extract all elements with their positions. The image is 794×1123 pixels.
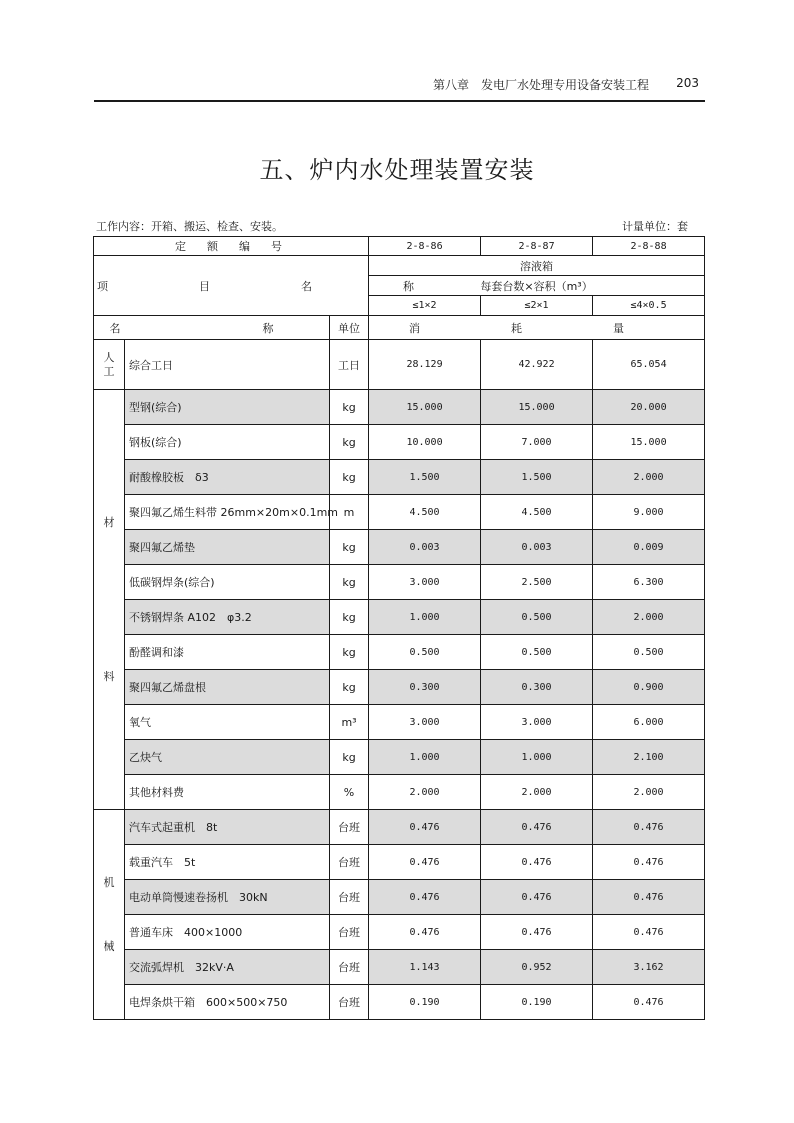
row-unit: kg [330, 460, 369, 495]
quota-code-label: 定 额 编 号 [94, 237, 369, 256]
row-unit: kg [330, 425, 369, 460]
row-value: 0.300 [369, 670, 481, 705]
row-value: 0.003 [481, 530, 593, 565]
table-row [94, 340, 705, 390]
spec: ≤1×2 [369, 296, 481, 316]
row-value: 2.100 [593, 740, 705, 775]
row-unit: m³ [330, 705, 369, 740]
row-value: 15.000 [369, 390, 481, 425]
row-unit: 台班 [330, 845, 369, 880]
row-value: 65.054 [593, 340, 705, 390]
row-value: 4.500 [481, 495, 593, 530]
row-value: 0.900 [593, 670, 705, 705]
row-name: 聚四氟乙烯盘根 [125, 670, 330, 705]
section-title: 五、炉内水处理装置安装 [259, 156, 535, 184]
row-value: 0.500 [593, 635, 705, 670]
row-name: 聚四氟乙烯生料带 26mm×20m×0.1mm [125, 495, 330, 530]
row-value: 2.000 [593, 600, 705, 635]
table-row [94, 600, 705, 635]
table-row [94, 390, 705, 425]
row-value: 10.000 [369, 425, 481, 460]
quota-table [93, 236, 705, 1020]
running-header [94, 74, 705, 102]
row-value: 0.476 [369, 810, 481, 845]
row-value: 0.476 [593, 915, 705, 950]
row-value: 0.476 [369, 845, 481, 880]
row-value: 1.500 [481, 460, 593, 495]
name-column-header: 名 称 [94, 316, 330, 340]
sub-title: 溶液箱 [369, 256, 705, 276]
table-row [94, 740, 705, 775]
row-value: 0.476 [481, 880, 593, 915]
subtitle-row [94, 256, 705, 276]
row-value: 6.000 [593, 705, 705, 740]
row-value: 0.500 [481, 600, 593, 635]
row-unit: 台班 [330, 950, 369, 985]
row-value: 0.300 [481, 670, 593, 705]
category-char: 械 [103, 939, 115, 953]
unit-note: 计量单位：套 [622, 220, 688, 233]
row-value: 0.190 [481, 985, 593, 1020]
row-value: 0.476 [369, 880, 481, 915]
row-value: 0.500 [369, 635, 481, 670]
table-row [94, 530, 705, 565]
row-name: 电动单筒慢速卷扬机 30kN [125, 880, 330, 915]
table-row [94, 985, 705, 1020]
table-row [94, 915, 705, 950]
row-unit: kg [330, 600, 369, 635]
row-name: 氧气 [125, 705, 330, 740]
row-value: 0.952 [481, 950, 593, 985]
category-label [94, 390, 125, 810]
row-value: 2.500 [481, 565, 593, 600]
row-value: 3.000 [369, 565, 481, 600]
row-value: 1.000 [481, 740, 593, 775]
row-value: 1.000 [369, 740, 481, 775]
row-value: 3.162 [593, 950, 705, 985]
row-name: 耐酸橡胶板 δ3 [125, 460, 330, 495]
row-value: 28.129 [369, 340, 481, 390]
row-value: 9.000 [593, 495, 705, 530]
table-row [94, 635, 705, 670]
column-header-row [94, 316, 705, 340]
row-value: 1.500 [369, 460, 481, 495]
quota-code-row [94, 237, 705, 256]
row-name: 普通车床 400×1000 [125, 915, 330, 950]
row-value: 0.476 [593, 810, 705, 845]
table-row [94, 425, 705, 460]
quota-table-body [94, 237, 705, 1020]
row-value: 1.143 [369, 950, 481, 985]
row-value: 0.009 [593, 530, 705, 565]
row-name: 综合工日 [125, 340, 330, 390]
table-row [94, 880, 705, 915]
row-value: 2.000 [369, 775, 481, 810]
row-name: 其他材料费 [125, 775, 330, 810]
row-name: 不锈钢焊条 A102 φ3.2 [125, 600, 330, 635]
row-value: 0.190 [369, 985, 481, 1020]
category-label [94, 810, 125, 1020]
row-name: 载重汽车 5t [125, 845, 330, 880]
row-value: 0.476 [481, 810, 593, 845]
table-row [94, 845, 705, 880]
row-value: 2.000 [593, 775, 705, 810]
chapter-title: 第八章 发电厂水处理专用设备安装工程 [432, 78, 649, 92]
row-value: 15.000 [481, 390, 593, 425]
row-unit: m [330, 495, 369, 530]
table-row [94, 950, 705, 985]
sub-subtitle: 每套台数×容积（m³） [369, 276, 705, 296]
table-row [94, 460, 705, 495]
category-char: 材 [103, 515, 115, 529]
row-value: 2.000 [593, 460, 705, 495]
row-unit: kg [330, 670, 369, 705]
category-char: 人 [103, 350, 115, 364]
row-unit: kg [330, 390, 369, 425]
row-name: 低碳钢焊条(综合) [125, 565, 330, 600]
row-name: 乙炔气 [125, 740, 330, 775]
row-unit: 工日 [330, 340, 369, 390]
row-value: 15.000 [593, 425, 705, 460]
row-value: 0.003 [369, 530, 481, 565]
row-name: 酚醛调和漆 [125, 635, 330, 670]
row-value: 3.000 [369, 705, 481, 740]
quota-code: 2-8-88 [593, 237, 705, 256]
row-value: 0.476 [481, 845, 593, 880]
row-value: 0.476 [593, 845, 705, 880]
item-name-label: 项 目 名 称 [94, 256, 369, 316]
row-value: 0.476 [593, 985, 705, 1020]
row-name: 型钢(综合) [125, 390, 330, 425]
table-row [94, 775, 705, 810]
spec: ≤4×0.5 [593, 296, 705, 316]
row-unit: kg [330, 565, 369, 600]
row-unit: 台班 [330, 810, 369, 845]
row-unit: 台班 [330, 880, 369, 915]
table-row [94, 810, 705, 845]
unit-column-header: 单位 [330, 316, 369, 340]
row-unit: kg [330, 530, 369, 565]
category-char: 机 [103, 875, 115, 889]
consumption-column-header: 消 耗 量 [369, 316, 705, 340]
row-unit: kg [330, 740, 369, 775]
table-row [94, 495, 705, 530]
row-unit: 台班 [330, 915, 369, 950]
work-content: 工作内容：开箱、搬运、检查、安装。 [96, 220, 283, 233]
quota-code: 2-8-86 [369, 237, 481, 256]
row-value: 20.000 [593, 390, 705, 425]
table-row [94, 705, 705, 740]
row-value: 3.000 [481, 705, 593, 740]
row-name: 电焊条烘干箱 600×500×750 [125, 985, 330, 1020]
table-row [94, 670, 705, 705]
row-name: 汽车式起重机 8t [125, 810, 330, 845]
category-label [94, 340, 125, 390]
row-value: 7.000 [481, 425, 593, 460]
row-value: 1.000 [369, 600, 481, 635]
spec: ≤2×1 [481, 296, 593, 316]
row-name: 钢板(综合) [125, 425, 330, 460]
row-value: 0.476 [369, 915, 481, 950]
row-value: 0.476 [481, 915, 593, 950]
row-name: 聚四氟乙烯垫 [125, 530, 330, 565]
row-unit: 台班 [330, 985, 369, 1020]
row-unit: % [330, 775, 369, 810]
category-char: 料 [103, 669, 115, 683]
page-number: 203 [676, 76, 699, 90]
row-value: 4.500 [369, 495, 481, 530]
row-value: 42.922 [481, 340, 593, 390]
table-row [94, 565, 705, 600]
row-name: 交流弧焊机 32kV·A [125, 950, 330, 985]
row-value: 0.500 [481, 635, 593, 670]
row-value: 0.476 [593, 880, 705, 915]
row-value: 6.300 [593, 565, 705, 600]
row-value: 2.000 [481, 775, 593, 810]
row-unit: kg [330, 635, 369, 670]
quota-code: 2-8-87 [481, 237, 593, 256]
category-char: 工 [103, 364, 115, 378]
